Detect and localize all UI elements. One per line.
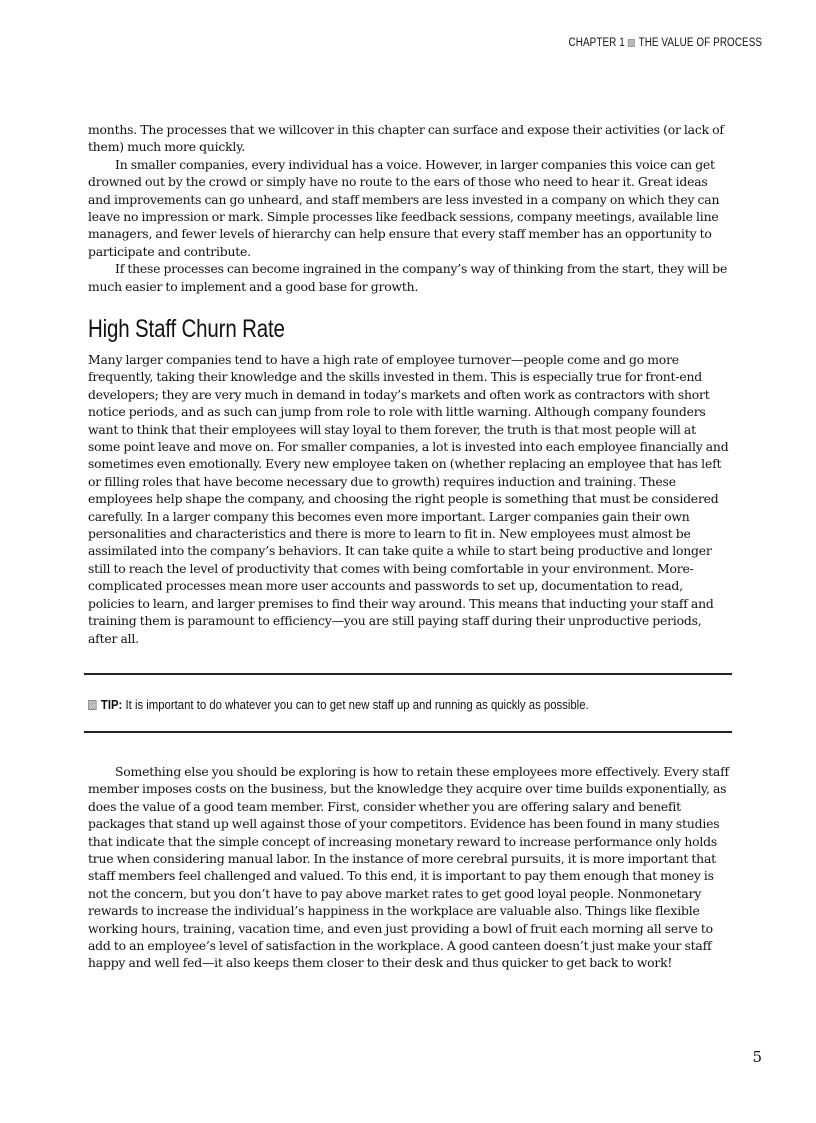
running-head-chapter: CHAPTER 1 (568, 37, 625, 49)
square-bullet-icon (628, 39, 635, 47)
running-head-title: THE VALUE OF PROCESS (638, 37, 762, 49)
tip-box (84, 673, 732, 733)
paragraph: Something else you should be exploring is how to retain these employees more effectively. Every staff member imposes costs on the business, but the knowledge they acquire over time builds exponentially, as does the value of a good team member. First, consider whether you are offering salary and benefit packages that stand up well against those of your competitors. Evidence has been found in many studies that indicate that the simple concept of increasing monetary reward to increase performance only holds true when considering manual labor. In the instance of more cerebral pursuits, it is more important that staff members feel challenged and valued. To this end, it is important to pay them enough that money is not the concern, but you don’t have to pay above market rates to get good loyal people. Nonmonetary rewards to increase the individual’s happiness in the workplace are valuable also. Things like flexible working hours, training, vacation time, and even just providing a bowl of fruit each morning all serve to add to an employee’s level of satisfaction in the workplace. A good canteen doesn’t just make your staff happy and well fed—it also keeps them closer to their desk and thus quicker to get back to work! (88, 764, 729, 971)
paragraph: If these processes can become ingrained in the company’s way of thinking from the start, they will be much easier to implement and a good base for growth. (88, 261, 728, 294)
intro-text-block (88, 121, 730, 295)
page-number: 5 (752, 1048, 762, 1066)
paragraph: Many larger companies tend to have a high rate of employee turnover—people come and go more frequently, taking their knowledge and the skills invested in them. This is especially true for front-end developers; they are very much in demand in today’s markets and often work as contractors with short notice periods, and as such can jump from role to role with little warning. Although company founders want to think that their employees will stay loyal to them forever, the truth is that most people will at some point leave and move on. For smaller companies, a lot is invested into each employee financially and sometimes even emotionally. Every new employee taken on (whether replacing an employee that has left or filling roles that have become necessary due to growth) requires induction and training. These employees help shape the company, and choosing the right people is something that must be considered carefully. In a larger company this becomes even more important. Larger companies gain their own personalities and characteristics and there is more to learn to fit in. New employees must almost be assimilated into the company’s behaviors. It can take quite a while to start being productive and longer still to reach the level of productivity that comes with being comfortable in your environment. More-complicated processes mean more user accounts and passwords to set up, documentation to read, policies to learn, and larger premises to find their way around. This means that inducting your staff and training them is paramount to efficiency—you are still paying staff during their unproductive periods, after all. (88, 352, 729, 646)
tip-line (88, 697, 589, 712)
paragraph: In smaller companies, every individual has a voice. However, in larger companies this voice can get drowned out by the crowd or simply have no route to the ears of those who need to hear it. Great ideas and improvements can go unheard, and staff members are less invested in a company on which they can leave no impression or mark. Simple processes like feedback sessions, company meetings, available line managers, and fewer levels of hierarchy can help ensure that every staff member has an opportunity to participate and contribute. (88, 156, 720, 259)
section-heading: High Staff Churn Rate (88, 315, 285, 343)
tip-text: It is important to do whatever you can to get new staff up and running as quickly as possible. (125, 697, 589, 712)
retention-text-block (88, 763, 730, 972)
tip-icon (88, 700, 97, 710)
tip-label: TIP: (100, 697, 123, 712)
section-text-block (88, 351, 730, 647)
paragraph: months. The processes that we willcover in this chapter can surface and expose their activities (or lack of them) much more quickly. (88, 122, 724, 155)
running-head (568, 37, 762, 49)
